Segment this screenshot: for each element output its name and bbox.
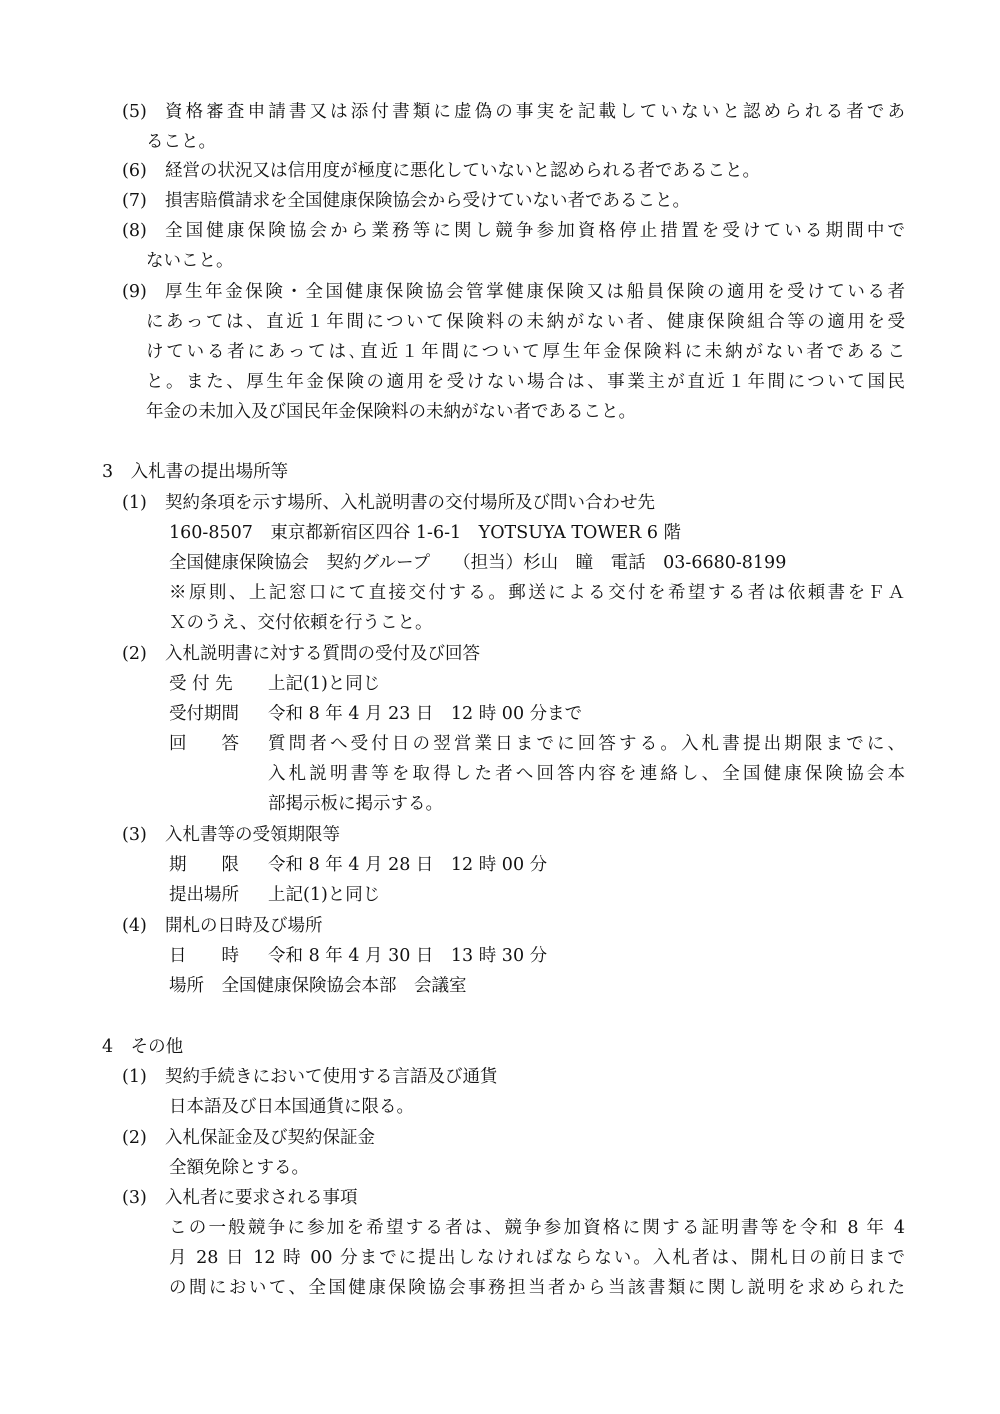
item-number: (3) <box>122 1188 147 1208</box>
note-line: ※原則、上記窓口にて直接交付する。郵送による交付を希望する者は依頼書をＦＡ <box>169 583 905 603</box>
row-label: 日 時 <box>169 946 239 966</box>
contact-line: 全国健康保険協会 契約グループ （担当）杉山 瞳 電話 03-6680-8199 <box>169 553 787 573</box>
item-number: (1) <box>122 1067 147 1087</box>
row-value: 上記(1)と同じ <box>268 674 381 694</box>
item-number: (1) <box>122 493 147 513</box>
item-number: (3) <box>122 825 147 845</box>
item-title: 開札の日時及び場所 <box>165 916 323 936</box>
item-text: と。また、厚生年金保険の適用を受けない場合は、事業主が直近１年間について国民 <box>146 372 905 392</box>
item-number: (5) <box>122 102 147 122</box>
item-text: けている者にあっては､直近１年間について厚生年金保険料に未納がない者であるこ <box>146 342 905 362</box>
item-body: 日本語及び日本国通貨に限る。 <box>169 1097 414 1117</box>
row-label: 受付期間 <box>169 704 239 724</box>
item-text: にあっては、直近１年間について保険料の未納がない者、健康保険組合等の適用を受 <box>146 312 905 332</box>
row-value: 令和 8 年 4 月 30 日 13 時 30 分 <box>268 946 548 966</box>
item-number: (2) <box>122 644 147 664</box>
item-title: 入札説明書に対する質問の受付及び回答 <box>165 644 480 664</box>
item-number: (2) <box>122 1128 147 1148</box>
item-text: 全国健康保険協会から業務等に関し競争参加資格停止措置を受けている期間中で <box>165 221 905 241</box>
item-number: (4) <box>122 916 147 936</box>
row-value: 令和 8 年 4 月 23 日 12 時 00 分まで <box>268 704 583 724</box>
item-text: 損害賠償請求を全国健康保険協会から受けていない者であること。 <box>165 191 690 211</box>
item-number: (9) <box>122 282 147 302</box>
row-label: 受 付 先 <box>169 674 233 694</box>
item-title: 入札保証金及び契約保証金 <box>165 1128 375 1148</box>
item-title: 契約条項を示す場所、入札説明書の交付場所及び問い合わせ先 <box>165 493 655 513</box>
section-heading: 3 入札書の提出場所等 <box>102 462 289 482</box>
row-label: 期 限 <box>169 855 239 875</box>
item-title: 契約手続きにおいて使用する言語及び通貨 <box>165 1067 498 1087</box>
section-heading: 4 その他 <box>102 1037 184 1057</box>
item-body: この一般競争に参加を希望する者は、競争参加資格に関する証明書等を令和 8 年 4 <box>169 1218 905 1238</box>
item-body: 月 28 日 12 時 00 分までに提出しなければならない。入札者は、開札日の前日まで <box>169 1248 905 1268</box>
item-text: ること。 <box>146 132 216 152</box>
item-text: 厚生年金保険・全国健康保険協会管掌健康保険又は船員保険の適用を受けている者 <box>165 282 905 302</box>
item-title: 入札者に要求される事項 <box>165 1188 358 1208</box>
row-value: 質問者へ受付日の翌営業日までに回答する。入札書提出期限までに、 <box>268 734 905 754</box>
row-value: 部掲示板に掲示する。 <box>268 794 443 814</box>
item-number: (6) <box>122 161 147 181</box>
item-number: (8) <box>122 221 147 241</box>
address-line: 160-8507 東京都新宿区四谷 1-6-1 YOTSUYA TOWER 6 階 <box>169 523 682 543</box>
row-value: 令和 8 年 4 月 28 日 12 時 00 分 <box>268 855 548 875</box>
item-body: の間において、全国健康保険協会事務担当者から当該書類に関し説明を求められた <box>169 1278 905 1298</box>
item-text: 年金の未加入及び国民年金保険料の未納がない者であること。 <box>146 402 636 422</box>
item-text: 資格審査申請書又は添付書類に虚偽の事実を記載していないと認められる者であ <box>165 102 905 122</box>
item-number: (7) <box>122 191 147 211</box>
item-title: 入札書等の受領期限等 <box>165 825 340 845</box>
row-value: 入札説明書等を取得した者へ回答内容を連絡し、全国健康保険協会本 <box>268 764 905 784</box>
row-label: 提出場所 <box>169 885 239 905</box>
row-value: 上記(1)と同じ <box>268 885 381 905</box>
row-label: 回 答 <box>169 734 239 754</box>
note-line: Ｘのうえ、交付依頼を行うこと。 <box>169 613 433 633</box>
item-body: 全額免除とする。 <box>169 1158 309 1178</box>
item-text: ないこと。 <box>146 251 234 271</box>
item-text: 経営の状況又は信用度が極度に悪化していないと認められる者であること。 <box>165 161 760 181</box>
row-text: 場所 全国健康保険協会本部 会議室 <box>169 976 467 996</box>
